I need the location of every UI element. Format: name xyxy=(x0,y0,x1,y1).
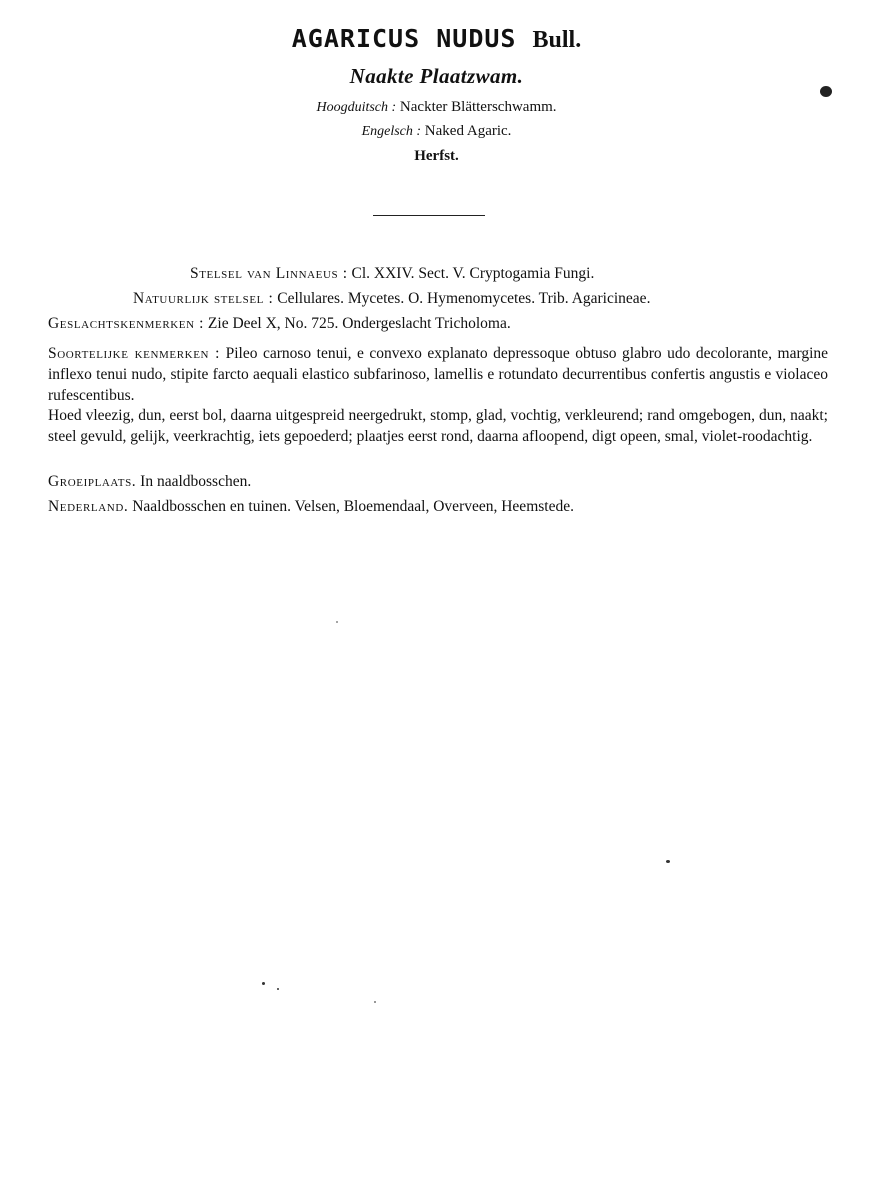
natural-system-text: Cellulares. Mycetes. O. Hymenomycetes. Trib. Agaricineae. xyxy=(277,290,651,307)
dutch-description-paragraph: Hoed vleezig, dun, eerst bol, daarna uitgespreid neergedrukt, stomp, glad, vochtig, verkleurend; rand omgebogen, dun, naakt; steel gevuld, gelijk, veerkrachtig, iets gepoederd; plaatjes eerst rond, daarna afloopend, digt opeen, smal, violet-roodachtig. xyxy=(48,407,828,445)
species-characters-label: Soortelijke kenmerken : xyxy=(48,345,221,362)
species-author: Bull. xyxy=(532,27,582,53)
species-title xyxy=(0,24,873,54)
paper-speck xyxy=(666,860,670,863)
paper-speck xyxy=(374,1001,376,1003)
linnaeus-text: Cl. XXIV. Sect. V. Cryptogamia Fungi. xyxy=(351,265,595,282)
linnaeus-label: Stelsel van Linnaeus : xyxy=(190,265,348,282)
genus-characters-text: Zie Deel X, No. 725. Ondergeslacht Tricholoma. xyxy=(207,315,511,332)
netherlands-locations-line xyxy=(48,498,574,516)
genus-characters-line xyxy=(48,315,511,333)
season: Herfst. xyxy=(414,148,459,164)
natural-system-line xyxy=(133,290,650,308)
german-name: Nackter Blätterschwamm. xyxy=(399,99,557,115)
english-name: Naked Agaric. xyxy=(424,123,512,139)
genus-characters-label: Geslachtskenmerken : xyxy=(48,315,205,332)
paper-speck xyxy=(262,982,265,985)
species-characters-text: Pileo carnoso tenui, e convexo explanato depressoque obtuso glabro udo decolorante, margine inflexo tenui nudo, stipite farcto aequali elastico subfarinoso, lamellis e rotundato decurrentibus confertis angustis e violaceo rufescentibus. xyxy=(48,345,829,404)
german-name-line xyxy=(0,99,873,116)
english-name-line xyxy=(0,123,873,140)
paper-speck xyxy=(277,988,279,990)
netherlands-text: Naaldbosschen en tuinen. Velsen, Bloemendaal, Overveen, Heemstede. xyxy=(132,498,574,515)
english-label: Engelsch : xyxy=(361,124,422,139)
habitat-text: In naaldbosschen. xyxy=(140,473,252,490)
netherlands-label: Nederland. xyxy=(48,498,129,515)
habitat-label: Groeiplaats. xyxy=(48,473,137,490)
dutch-common-name: Naakte Plaatzwam. xyxy=(349,64,524,88)
section-divider xyxy=(373,215,485,216)
species-latin-name: AGARICUS NUDUS xyxy=(291,24,517,53)
paper-speck xyxy=(336,621,338,623)
ink-blot xyxy=(820,86,832,97)
natural-system-label: Natuurlijk stelsel : xyxy=(133,290,274,307)
habitat-line xyxy=(48,473,251,491)
species-characters-paragraph xyxy=(48,343,828,406)
german-label: Hoogduitsch : xyxy=(316,100,397,115)
linnaeus-system-line xyxy=(190,265,594,283)
